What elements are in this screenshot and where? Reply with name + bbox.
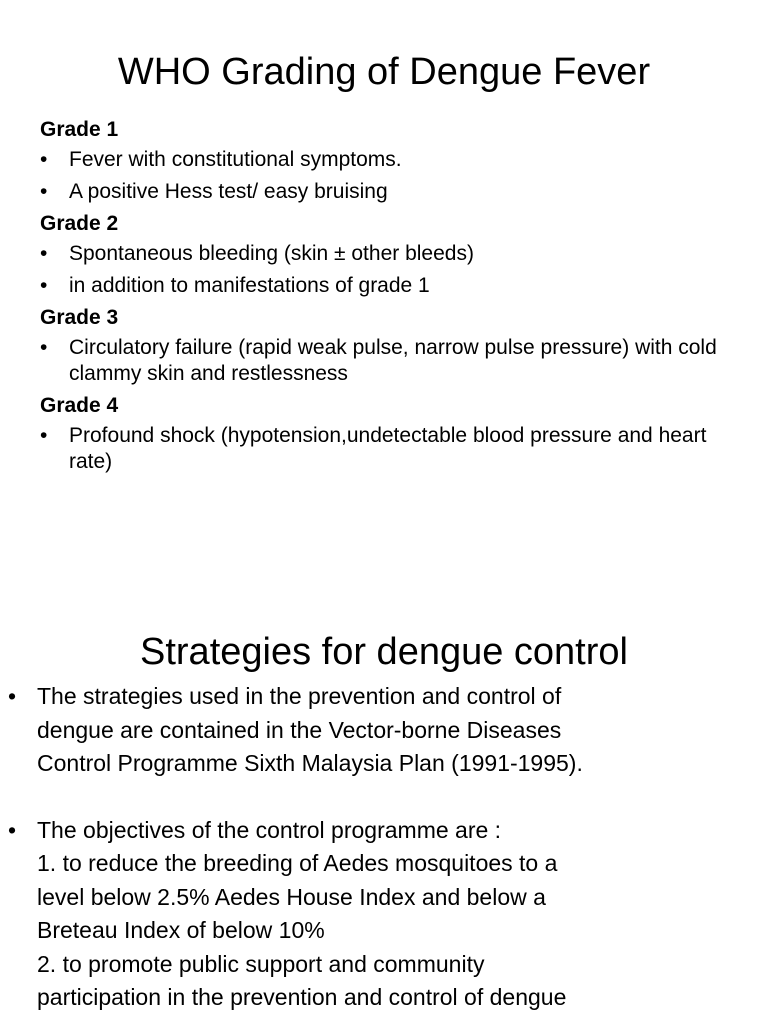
slide-dengue-strategies [0,512,768,1024]
text-line: The strategies used in the prevention and control of [37,683,562,709]
text-line: 1. to reduce the breeding of Aedes mosquitoes to a [37,850,558,876]
bullet-icon: • [8,816,17,843]
list-item [40,423,740,475]
bullet-icon: • [40,148,48,171]
list-item [40,241,740,267]
slide-title: Strategies for dengue control [140,631,628,673]
bullet-icon: • [40,424,48,447]
list-item [8,814,708,1015]
list-item [40,179,740,205]
text-line: Control Programme Sixth Malaysia Plan (1991-1995). [37,750,583,776]
bullet-icon: • [40,274,48,297]
grade-heading: Grade 2 [40,212,119,235]
bullet-text: Circulatory failure (rapid weak pulse, narrow pulse pressure) with cold clammy skin and restlessness [69,336,717,385]
text-line: 2. to promote public support and community [37,950,485,977]
bullet-icon: • [40,336,48,359]
grade-heading: Grade 3 [40,306,119,329]
bullet-text: in addition to manifestations of grade 1 [69,274,430,297]
grade-heading: Grade 4 [40,394,119,417]
text-line: dengue are contained in the Vector-borne Diseases [37,716,562,743]
bullet-text: Spontaneous bleeding (skin ± other bleeds) [69,242,474,265]
slide-title: WHO Grading of Dengue Fever [117,51,651,93]
bullet-icon: • [40,180,48,203]
text-line: Breteau Index of below 10% [37,917,325,943]
list-item [40,335,740,387]
bullet-text: Fever with constitutional symptoms. [69,148,402,171]
bullet-icon: • [40,242,48,265]
grade-heading: Grade 1 [40,118,119,141]
text-line: level below 2.5% Aedes House Index and below a [37,883,546,910]
list-item [8,680,708,781]
grade-list [40,117,740,481]
bullet-icon: • [8,683,17,709]
text-line: The objectives of the control programme are : [37,816,502,843]
bullet-text: A positive Hess test/ easy bruising [69,180,388,203]
bullet-text: Profound shock (hypotension,undetectable blood pressure and heart rate) [69,424,707,473]
strategy-list [8,680,708,1015]
list-item [40,273,740,299]
text-line: participation in the prevention and control of dengue [37,984,567,1010]
list-item [40,147,740,173]
